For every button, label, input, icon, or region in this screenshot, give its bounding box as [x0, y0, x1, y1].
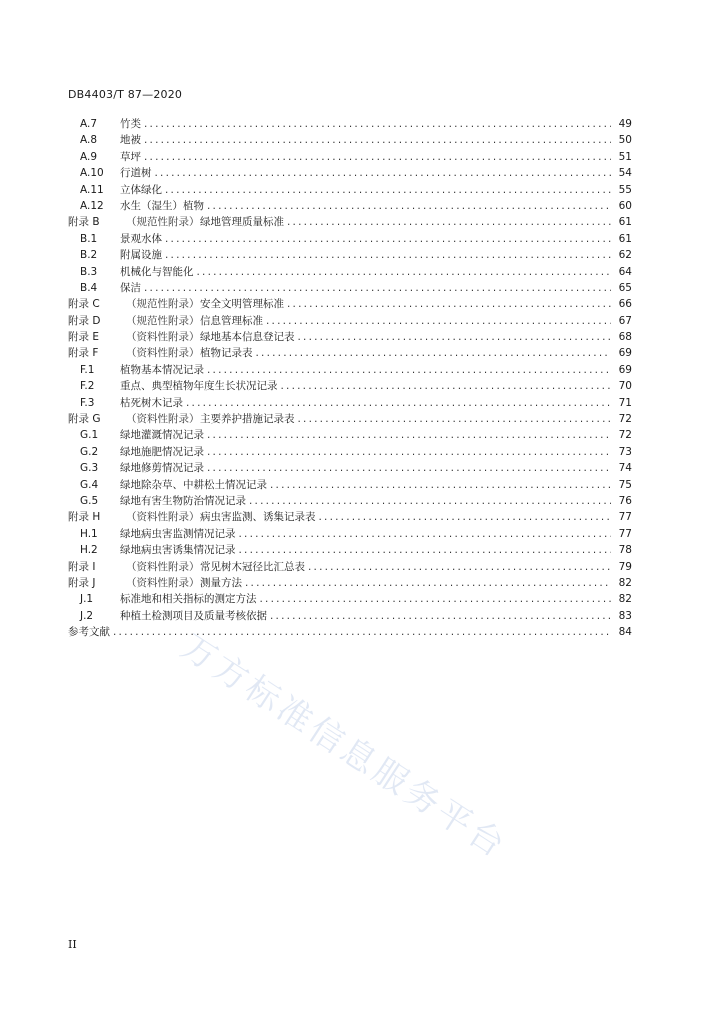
toc-entry-title: 绿地有害生物防治情况记录: [120, 494, 246, 507]
toc-entry-page-number: 71: [618, 396, 632, 409]
toc-entry-page-number: 65: [618, 281, 632, 294]
toc-entry-title: 绿地施肥情况记录: [120, 445, 204, 458]
toc-entry-title: 绿地基本信息登记表: [200, 331, 295, 344]
toc-entry[interactable]: [68, 460, 632, 476]
toc-dot-leader: [287, 214, 611, 230]
toc-entry[interactable]: [68, 165, 632, 181]
toc-dot-leader: [239, 542, 612, 558]
toc-entry[interactable]: [68, 559, 632, 575]
toc-dot-leader: [207, 427, 611, 443]
toc-dot-leader: [239, 526, 612, 542]
toc-dot-leader: [266, 313, 611, 329]
toc-entry-page-number: 75: [618, 478, 632, 491]
toc-entry-label: B.3: [80, 265, 98, 278]
toc-entry-page-number: 61: [618, 232, 632, 245]
toc-dot-leader: [287, 296, 611, 312]
toc-entry-label: B.1: [80, 232, 98, 245]
toc-entry-label: 参考文献: [68, 626, 110, 639]
toc-entry-title: 绿地修剪情况记录: [120, 462, 204, 475]
toc-entry-page-number: 78: [618, 544, 632, 557]
toc-entry[interactable]: [68, 182, 632, 198]
toc-entry[interactable]: [68, 477, 632, 493]
toc-dot-leader: [298, 411, 612, 427]
toc-entry-page-number: 55: [618, 183, 632, 196]
toc-entry-page-number: 67: [618, 314, 632, 327]
toc-entry-label: H.2: [80, 544, 98, 557]
toc-dot-leader: [308, 559, 611, 575]
toc-entry-page-number: 73: [618, 445, 632, 458]
toc-entry[interactable]: [68, 116, 632, 132]
toc-entry-title: 绿地除杂草、中耕松土情况记录: [120, 478, 267, 491]
toc-entry-title: 测量方法: [200, 576, 242, 589]
toc-entry[interactable]: [68, 575, 632, 591]
toc-entry-title: 植物基本情况记录: [120, 363, 204, 376]
toc-entry[interactable]: [68, 198, 632, 214]
toc-entry[interactable]: [68, 362, 632, 378]
toc-entry-title: 行道树: [120, 167, 152, 180]
toc-entry-page-number: 61: [618, 216, 632, 229]
toc-entry-page-number: 82: [618, 576, 632, 589]
toc-entry-title: 主要养护措施记录表: [200, 413, 295, 426]
toc-entry-page-number: 62: [618, 249, 632, 262]
toc-dot-leader: [144, 116, 611, 132]
toc-entry-title: 保洁: [120, 281, 141, 294]
toc-entry[interactable]: [68, 542, 632, 558]
toc-entry-appendix-type: （资料性附录）: [126, 347, 200, 360]
toc-entry-appendix-type: （资料性附录）: [126, 576, 200, 589]
toc-dot-leader: [113, 624, 611, 640]
toc-entry-label: A.12: [80, 199, 104, 212]
toc-dot-leader: [256, 345, 612, 361]
toc-entry-title: 绿地病虫害监测情况记录: [120, 527, 236, 540]
toc-entry[interactable]: [68, 132, 632, 148]
toc-entry[interactable]: [68, 608, 632, 624]
toc-entry-label: F.3: [80, 396, 95, 409]
toc-entry-label: B.4: [80, 281, 98, 294]
toc-entry-label: G.5: [80, 494, 99, 507]
toc-dot-leader: [260, 591, 612, 607]
toc-dot-leader: [186, 395, 611, 411]
toc-entry-page-number: 79: [618, 560, 632, 573]
toc-entry-label: A.11: [80, 183, 104, 196]
toc-dot-leader: [207, 460, 611, 476]
toc-entry[interactable]: [68, 214, 632, 230]
toc-entry[interactable]: [68, 395, 632, 411]
toc-dot-leader: [270, 608, 611, 624]
toc-entry[interactable]: [68, 493, 632, 509]
toc-entry[interactable]: [68, 624, 632, 640]
toc-entry-title: 重点、典型植物年度生长状况记录: [120, 380, 278, 393]
toc-entry-title: 景观水体: [120, 232, 162, 245]
toc-entry-appendix-type: （规范性附录）: [126, 298, 200, 311]
toc-entry-page-number: 70: [618, 380, 632, 393]
toc-entry[interactable]: [68, 427, 632, 443]
toc-entry-label: 附录 G: [68, 413, 101, 426]
toc-entry-label: A.7: [80, 118, 98, 130]
toc-dot-leader: [155, 165, 612, 181]
toc-dot-leader: [207, 444, 611, 460]
toc-entry-page-number: 76: [618, 494, 632, 507]
toc-entry[interactable]: [68, 264, 632, 280]
toc-entry-label: 附录 I: [68, 560, 96, 573]
toc-entry-label: 附录 H: [68, 511, 101, 524]
toc-entry-page-number: 72: [618, 413, 632, 426]
toc-entry-page-number: 66: [618, 298, 632, 311]
toc-entry-title: 种植土检测项目及质量考核依据: [120, 609, 267, 622]
toc-entry-label: A.9: [80, 150, 98, 163]
toc-entry-title: 安全文明管理标准: [200, 298, 284, 311]
toc-entry-label: G.1: [80, 429, 99, 442]
toc-entry-label: F.1: [80, 363, 95, 376]
toc-entry-label: 附录 F: [68, 347, 99, 360]
toc-dot-leader: [207, 362, 611, 378]
toc-entry-label: G.2: [80, 445, 99, 458]
document-code: DB4403/T 87—2020: [68, 88, 183, 101]
toc-entry-page-number: 83: [618, 609, 632, 622]
toc-entry-label: A.8: [80, 134, 98, 147]
toc-entry-title: 枯死树木记录: [120, 396, 183, 409]
toc-entry-appendix-type: （资料性附录）: [126, 511, 200, 524]
toc-dot-leader: [270, 477, 611, 493]
toc-entry[interactable]: [68, 231, 632, 247]
toc-entry-title: 草坪: [120, 150, 141, 163]
toc-entry-label: H.1: [80, 527, 98, 540]
toc-dot-leader: [165, 247, 611, 263]
toc-entry-title: 病虫害监测、诱集记录表: [200, 511, 316, 524]
toc-entry-title: 机械化与智能化: [120, 265, 194, 278]
page-number-marker: II: [68, 938, 77, 951]
toc-entry-page-number: 60: [618, 199, 632, 212]
toc-entry-label: 附录 B: [68, 216, 100, 229]
toc-entry-appendix-type: （资料性附录）: [126, 331, 200, 344]
toc-entry-page-number: 68: [618, 331, 632, 344]
toc-entry[interactable]: [68, 526, 632, 542]
toc-dot-leader: [281, 378, 612, 394]
toc-dot-leader: [249, 493, 611, 509]
toc-entry-title: 绿地管理质量标准: [200, 216, 284, 229]
toc-entry[interactable]: [68, 345, 632, 361]
toc-entry-page-number: 82: [618, 593, 632, 606]
toc-entry[interactable]: [68, 296, 632, 312]
toc-entry[interactable]: [68, 378, 632, 394]
toc-entry[interactable]: [68, 509, 632, 525]
toc-entry-title: 竹类: [120, 118, 141, 130]
toc-entry-appendix-type: （资料性附录）: [126, 560, 200, 573]
toc-dot-leader: [207, 198, 611, 214]
toc-entry-label: 附录 D: [68, 314, 101, 327]
toc-entry-label: 附录 C: [68, 298, 100, 311]
toc-entry-page-number: 69: [618, 347, 632, 360]
toc-entry-page-number: 54: [618, 167, 632, 180]
toc-entry-label: 附录 E: [68, 331, 99, 344]
toc-entry[interactable]: [68, 329, 632, 345]
toc-entry-label: G.4: [80, 478, 99, 491]
toc-entry-label: F.2: [80, 380, 95, 393]
toc-dot-leader: [319, 509, 612, 525]
toc-entry[interactable]: [68, 247, 632, 263]
toc-entry-label: J.1: [80, 593, 94, 606]
toc-entry-label: J.2: [80, 609, 94, 622]
toc-entry[interactable]: [68, 280, 632, 296]
toc-entry[interactable]: [68, 591, 632, 607]
toc-entry[interactable]: [68, 411, 632, 427]
toc-entry-title: 常见树木冠径比汇总表: [200, 560, 305, 573]
toc-entry-page-number: 49: [618, 118, 632, 130]
toc-entry[interactable]: [68, 313, 632, 329]
toc-dot-leader: [298, 329, 612, 345]
toc-entry[interactable]: [68, 444, 632, 460]
toc-entry-title: 附属设施: [120, 249, 162, 262]
toc-entry-page-number: 51: [618, 150, 632, 163]
toc-entry-page-number: 74: [618, 462, 632, 475]
toc-dot-leader: [144, 280, 611, 296]
toc-entry-title: 立体绿化: [120, 183, 162, 196]
toc-dot-leader: [245, 575, 611, 591]
toc-entry-page-number: 77: [618, 527, 632, 540]
toc-entry-page-number: 69: [618, 363, 632, 376]
toc-entry-title: 信息管理标准: [200, 314, 263, 327]
toc-entry-page-number: 84: [618, 626, 632, 639]
toc-entry-label: G.3: [80, 462, 99, 475]
toc-entry-title: 绿地病虫害诱集情况记录: [120, 544, 236, 557]
toc-entry-title: 水生（湿生）植物: [120, 199, 204, 212]
toc-entry-title: 植物记录表: [200, 347, 253, 360]
toc-entry-label: A.10: [80, 167, 104, 180]
toc-entry-appendix-type: （规范性附录）: [126, 314, 200, 327]
toc-entry-page-number: 77: [618, 511, 632, 524]
toc-dot-leader: [165, 182, 611, 198]
toc-dot-leader: [165, 231, 611, 247]
toc-entry-title: 标准地和相关指标的测定方法: [120, 593, 257, 606]
toc-dot-leader: [197, 264, 612, 280]
toc-entry-title: 绿地灌溉情况记录: [120, 429, 204, 442]
toc-dot-leader: [144, 132, 611, 148]
toc-dot-leader: [144, 149, 611, 165]
toc-entry-page-number: 64: [618, 265, 632, 278]
toc-entry-label: B.2: [80, 249, 98, 262]
toc-entry-label: 附录 J: [68, 576, 96, 589]
toc-entry-appendix-type: （规范性附录）: [126, 216, 200, 229]
watermark: 万方标准信息服务平台: [173, 626, 515, 868]
toc-entry[interactable]: [68, 149, 632, 165]
toc-entry-page-number: 72: [618, 429, 632, 442]
toc-entry-title: 地被: [120, 134, 141, 147]
table-of-contents: [68, 116, 632, 641]
toc-entry-page-number: 50: [618, 134, 632, 147]
toc-entry-appendix-type: （资料性附录）: [126, 413, 200, 426]
